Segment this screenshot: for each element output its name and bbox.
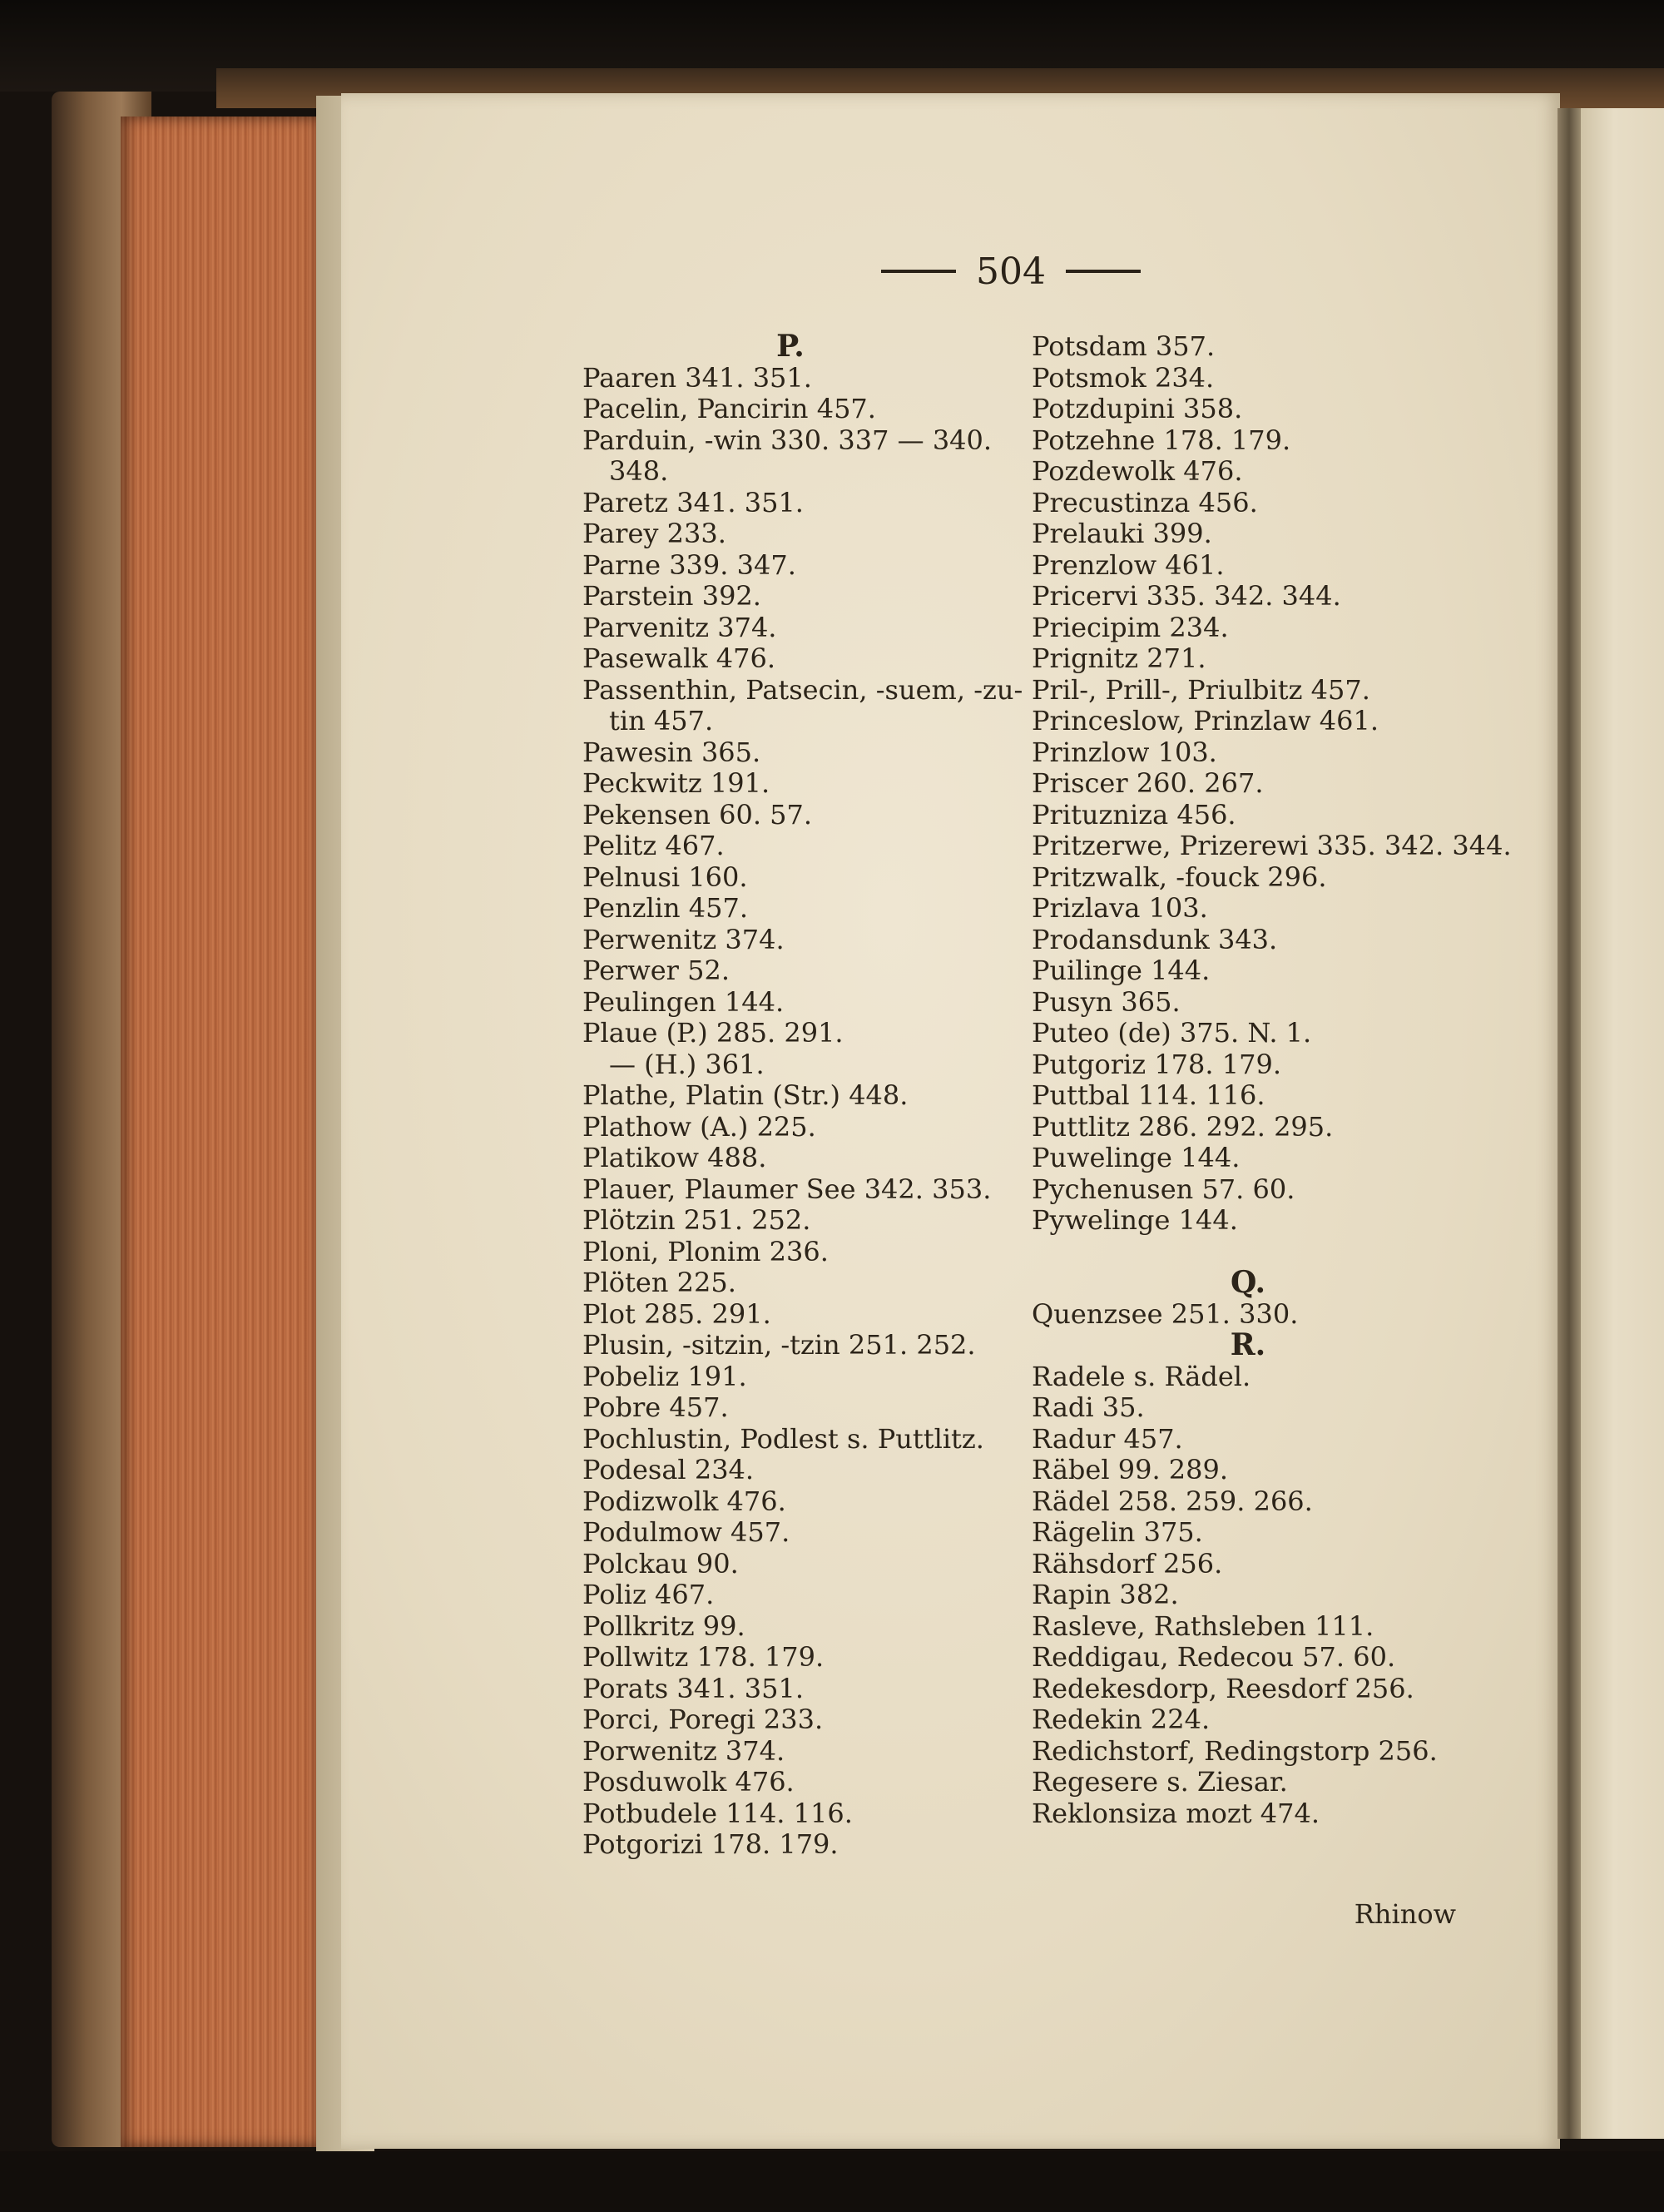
index-entry: Rägelin 375. bbox=[1032, 1516, 1203, 1548]
index-entry: Pollkritz 99. bbox=[582, 1609, 745, 1642]
index-entry: Plaue (P.) 285. 291. bbox=[582, 1017, 844, 1049]
index-entry: Prodansdunk 343. bbox=[1032, 923, 1278, 955]
index-entry: Paaren 341. 351. bbox=[582, 361, 812, 394]
index-entry: Rapin 382. bbox=[1032, 1579, 1179, 1610]
index-entry: Puttbal 114. 116. bbox=[1032, 1079, 1265, 1111]
index-entry: Potbudele 114. 116. bbox=[582, 1797, 853, 1829]
index-entry: Perwer 52. bbox=[582, 955, 730, 986]
index-entry: Precustinza 456. bbox=[1032, 486, 1258, 518]
index-entry: Potzehne 178. 179. bbox=[1032, 424, 1291, 456]
index-entry: Priscer 260. 267. bbox=[1032, 767, 1264, 799]
index-entry: Pusyn 365. bbox=[1032, 985, 1181, 1018]
index-entry: Prelauki 399. bbox=[1032, 518, 1212, 549]
index-entry: Puilinge 144. bbox=[1032, 955, 1211, 986]
index-entry: Räbel 99. 289. bbox=[1032, 1454, 1229, 1485]
index-entry: Plusin, -sitzin, -tzin 251. 252. bbox=[582, 1329, 976, 1361]
page-number-dash-left bbox=[881, 270, 956, 273]
index-entry: Prignitz 271. bbox=[1032, 642, 1206, 674]
index-entry: Redekesdorp, Reesdorf 256. bbox=[1032, 1672, 1414, 1704]
index-entry: Parvenitz 374. bbox=[582, 611, 777, 643]
index-entry: Pobeliz 191. bbox=[582, 1360, 747, 1392]
index-entry: Prituzniza 456. bbox=[1032, 798, 1236, 831]
index-entry: Quenzsee 251. 330. bbox=[1032, 1297, 1299, 1330]
index-entry-continuation: 348. bbox=[609, 455, 669, 487]
index-entry: Plathe, Platin (Str.) 448. bbox=[582, 1079, 909, 1111]
index-entry: Pasewalk 476. bbox=[582, 642, 776, 674]
index-entry: Pollwitz 178. 179. bbox=[582, 1641, 825, 1673]
next-page-edge bbox=[1581, 108, 1664, 2139]
index-entry: Prizlava 103. bbox=[1032, 892, 1208, 924]
page-edges bbox=[121, 117, 329, 2147]
index-entry: Podesal 234. bbox=[582, 1454, 755, 1485]
index-entry: Reddigau, Redecou 57. 60. bbox=[1032, 1641, 1396, 1673]
index-entry: Pozdewolk 476. bbox=[1032, 455, 1243, 487]
index-entry: Platikow 488. bbox=[582, 1142, 767, 1173]
index-entry: Passenthin, Patsecin, -suem, -zu- bbox=[582, 673, 1023, 706]
background-bottom bbox=[0, 2151, 1664, 2212]
index-entry: Puteo (de) 375. N. 1. bbox=[1032, 1017, 1312, 1049]
index-entry: Reklonsiza mozt 474. bbox=[1032, 1797, 1320, 1829]
index-entry: Puttlitz 286. 292. 295. bbox=[1032, 1110, 1334, 1143]
page-number bbox=[865, 246, 1156, 296]
section-letter-heading: P. bbox=[776, 329, 805, 364]
index-column-left bbox=[582, 329, 1023, 1861]
index-entry: Radele s. Rädel. bbox=[1032, 1360, 1251, 1392]
index-entry: Pywelinge 144. bbox=[1032, 1204, 1238, 1236]
book-gutter bbox=[1558, 108, 1581, 2139]
index-entry: Peckwitz 191. bbox=[582, 767, 770, 799]
index-entry: Potsdam 357. bbox=[1032, 330, 1216, 362]
index-entry: Parne 339. 347. bbox=[582, 548, 796, 581]
index-entry: Pacelin, Pancirin 457. bbox=[582, 393, 876, 424]
index-entry: Plötzin 251. 252. bbox=[582, 1204, 811, 1236]
index-entry: Priecipim 234. bbox=[1032, 611, 1229, 643]
index-entry: Pril-, Prill-, Priulbitz 457. bbox=[1032, 673, 1370, 706]
index-entry: Plöten 225. bbox=[582, 1267, 736, 1298]
index-entry: Redichstorf, Redingstorp 256. bbox=[1032, 1734, 1438, 1767]
index-entry: Pobre 457. bbox=[582, 1391, 729, 1423]
index-entry: Princeslow, Prinzlaw 461. bbox=[1032, 705, 1379, 737]
index-entry: Penzlin 457. bbox=[582, 892, 748, 924]
index-entry: Ploni, Plonim 236. bbox=[582, 1235, 829, 1267]
index-entry: Pekensen 60. 57. bbox=[582, 798, 813, 831]
index-entry: Rasleve, Rathsleben 111. bbox=[1032, 1609, 1374, 1642]
section-letter-heading: Q. bbox=[1230, 1265, 1266, 1300]
index-entry: Polckau 90. bbox=[582, 1547, 739, 1580]
index-entry: Porwenitz 374. bbox=[582, 1734, 785, 1767]
index-entry: Paretz 341. 351. bbox=[582, 486, 804, 518]
index-entry: Pochlustin, Podlest s. Puttlitz. bbox=[582, 1422, 984, 1455]
index-entry: Posduwolk 476. bbox=[582, 1766, 795, 1798]
index-entry-continuation: tin 457. bbox=[609, 705, 714, 737]
index-entry: Plauer, Plaumer See 342. 353. bbox=[582, 1173, 992, 1205]
index-entry: Pawesin 365. bbox=[582, 736, 761, 768]
index-entry: Rähsdorf 256. bbox=[1032, 1547, 1223, 1580]
index-entry: Pychenusen 57. 60. bbox=[1032, 1173, 1295, 1205]
index-entry: Regesere s. Ziesar. bbox=[1032, 1766, 1288, 1798]
blank-line bbox=[1032, 1237, 1464, 1268]
page-number-text: 504 bbox=[976, 250, 1046, 293]
index-column-right bbox=[1032, 330, 1512, 1829]
index-entry: Porci, Poregi 233. bbox=[582, 1704, 824, 1735]
index-entry: Porats 341. 351. bbox=[582, 1672, 804, 1704]
index-entry: Peulingen 144. bbox=[582, 985, 785, 1018]
section-letter-heading: R. bbox=[1230, 1327, 1266, 1362]
index-entry: Podulmow 457. bbox=[582, 1516, 790, 1548]
index-entry: Potsmok 234. bbox=[1032, 361, 1215, 394]
index-entry: Plathow (A.) 225. bbox=[582, 1110, 816, 1143]
index-entry: Potgorizi 178. 179. bbox=[582, 1828, 839, 1860]
index-entry: Radur 457. bbox=[1032, 1422, 1183, 1455]
index-entry: Parstein 392. bbox=[582, 580, 761, 612]
index-entry: Pelnusi 160. bbox=[582, 860, 748, 893]
index-entry: Rädel 258. 259. 266. bbox=[1032, 1485, 1313, 1517]
index-entry: Pritzwalk, -fouck 296. bbox=[1032, 860, 1327, 893]
index-entry: Podizwolk 476. bbox=[582, 1485, 786, 1517]
index-entry: Prinzlow 103. bbox=[1032, 736, 1217, 768]
index-entry: Potzdupini 358. bbox=[1032, 393, 1243, 424]
index-entry: Poliz 467. bbox=[582, 1579, 715, 1610]
index-entry: Radi 35. bbox=[1032, 1391, 1145, 1423]
index-entry: Parduin, -win 330. 337 — 340. bbox=[582, 424, 993, 456]
index-entry: Pritzerwe, Prizerewi 335. 342. 344. bbox=[1032, 830, 1512, 861]
index-entry: Redekin 224. bbox=[1032, 1704, 1211, 1735]
index-entry: Prenzlow 461. bbox=[1032, 548, 1225, 581]
index-entry: Pelitz 467. bbox=[582, 830, 725, 861]
catchword: Rhinow bbox=[1354, 1898, 1456, 1930]
page-number-dash-right bbox=[1066, 270, 1141, 273]
index-entry: Perwenitz 374. bbox=[582, 923, 785, 955]
index-entry: Plot 285. 291. bbox=[582, 1297, 771, 1330]
index-entry: Pricervi 335. 342. 344. bbox=[1032, 580, 1341, 612]
index-entry-continuation: — (H.) 361. bbox=[609, 1048, 765, 1080]
index-entry: Putgoriz 178. 179. bbox=[1032, 1048, 1281, 1080]
index-entry: Puwelinge 144. bbox=[1032, 1142, 1241, 1173]
index-entry: Parey 233. bbox=[582, 518, 726, 549]
